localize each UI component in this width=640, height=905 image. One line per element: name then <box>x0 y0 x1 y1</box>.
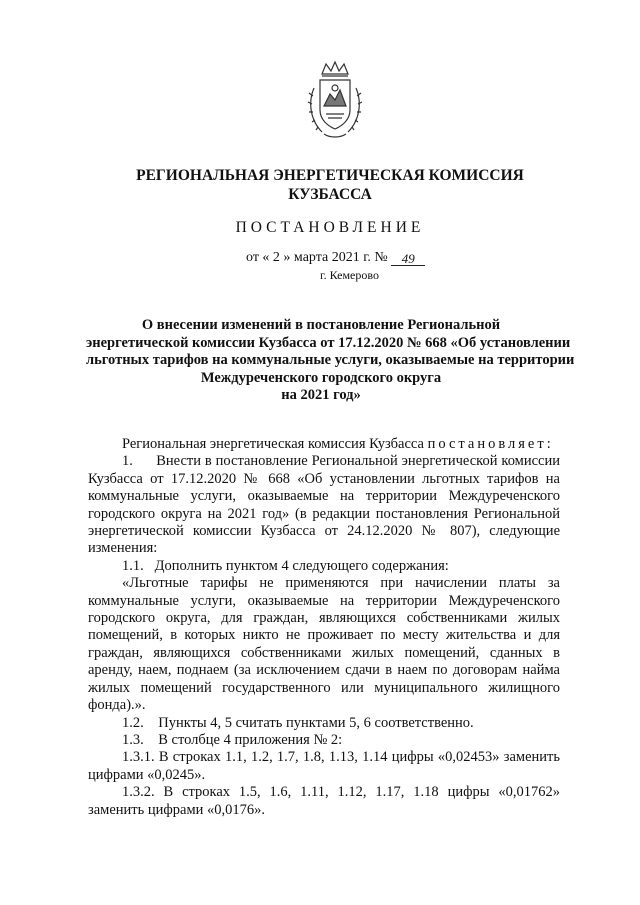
subject-line: Междуреченского городского округа <box>200 369 442 386</box>
organization-name-line: РЕГИОНАЛЬНАЯ ЭНЕРГЕТИЧЕСКАЯ КОМИССИЯ <box>136 167 524 184</box>
clause-1-1: 1.1. Дополнить пунктом 4 следующего содержания: <box>122 557 449 574</box>
document-date-line <box>246 250 425 266</box>
clause-1-3: 1.3. В столбце 4 приложения № 2: <box>122 731 343 748</box>
document-date: от « 2 » марта 2021 г. № <box>246 250 388 265</box>
document-number: 49 <box>391 251 425 266</box>
subject-line: О внесении изменений в постановление Региональной <box>141 317 501 333</box>
clause-1: 1. Внести в постановление Региональной энергетической комиссии Кузбасса от 17.12.2020 № 668 «Об установлении льготных тарифов на коммунальные услуги, оказываемые на территории Междуреченского городского округа на 2021 год» (в редакции постановления Региональной энергетической комиссии Кузбасса от 24.12.2020 № 807), следующие изменения: <box>88 453 560 557</box>
subject-line: на 2021 год» <box>281 387 361 403</box>
organization-name-line: КУЗБАССА <box>288 186 372 203</box>
intro-text: Региональная энергетическая комиссия Кузбасса <box>122 436 428 452</box>
document-body <box>88 436 560 819</box>
intro-verb: постановляет: <box>427 436 554 452</box>
clause-1-3-1: 1.3.1. В строках 1.1, 1.2, 1.7, 1.8, 1.13, 1.14 цифры «0,02453» заменить цифрами «0,0245». <box>88 749 560 783</box>
clause-1-3-2: 1.3.2. В строках 1.5, 1.6, 1.11, 1.12, 1.17, 1.18 цифры «0,01762» заменить цифрами «0,0176». <box>88 784 560 818</box>
document-type: ПОСТАНОВЛЕНИЕ <box>235 219 425 236</box>
subject-line: энергетической комиссии Кузбасса от 17.12.2020 № 668 «Об установлении <box>86 334 571 351</box>
document-city: г. Кемерово <box>320 268 379 282</box>
document-subject <box>86 317 575 405</box>
quoted-clause: «Льготные тарифы не применяются при начислении платы за коммунальные услуги, оказываемые на территории Междуреченского городского округа, для граждан, являющихся собственниками жилых помещений, в которых никто не проживает по месту жительства и для граждан, являющихся собственниками жилых помещений, сданных в аренду, наем, поднаем (за исключением сдачи в наем по договорам найма жилых помещений государственного или муниципального жилищного фонда).». <box>88 575 560 714</box>
subject-line: льготных тарифов на коммунальные услуги, оказываемые на территории <box>86 352 575 368</box>
intro-paragraph <box>88 436 560 453</box>
coat-of-arms-emblem-icon <box>300 58 370 142</box>
clause-1-2: 1.2. Пункты 4, 5 считать пунктами 5, 6 соответственно. <box>122 714 474 731</box>
organization-name <box>90 166 570 204</box>
